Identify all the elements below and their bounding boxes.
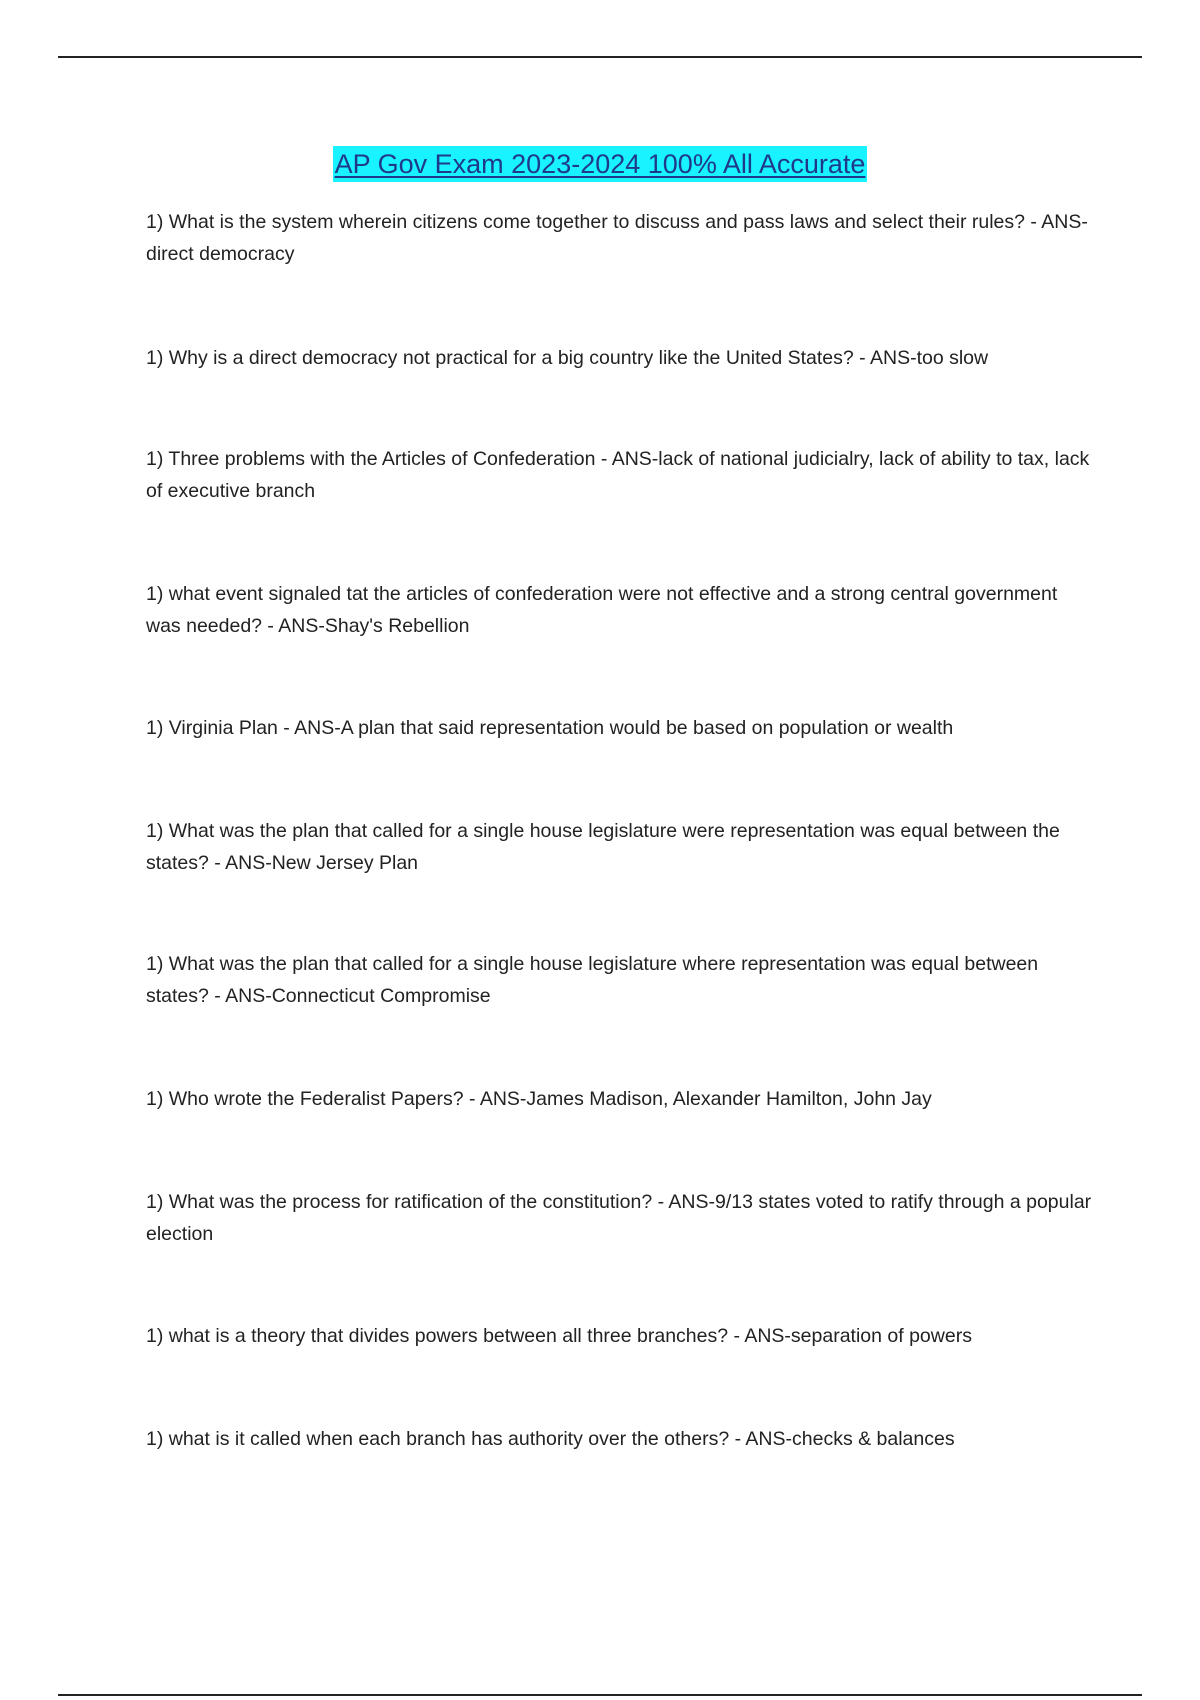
title-container [0, 146, 1200, 182]
qa-item: 1) Three problems with the Articles of Confederation - ANS-lack of national judicialry, lack of ability to tax, lack of executive branch [146, 448, 1090, 502]
qa-item: 1) What was the process for ratification of the constitution? - ANS-9/13 states voted to ratify through a popular election [146, 1191, 1092, 1245]
qa-item: 1) Why is a direct democracy not practical for a big country like the United States? - ANS-too slow [146, 347, 989, 369]
qa-item: 1) Virginia Plan - ANS-A plan that said representation would be based on population or wealth [146, 717, 954, 739]
qa-item: 1) Who wrote the Federalist Papers? - ANS-James Madison, Alexander Hamilton, John Jay [146, 1088, 932, 1110]
qa-item: 1) What was the plan that called for a single house legislature were representation was equal between the states? - ANS-New Jersey Plan [146, 820, 1060, 874]
document-title: AP Gov Exam 2023-2024 100% All Accurate [333, 146, 868, 182]
qa-item: 1) What was the plan that called for a single house legislature where representation was equal between states? - ANS-Connecticut Compromise [146, 953, 1039, 1007]
header-rule [58, 56, 1142, 58]
qa-item: 1) what is a theory that divides powers between all three branches? - ANS-separation of powers [146, 1325, 972, 1347]
qa-item: 1) what event signaled tat the articles of confederation were not effective and a strong central government was needed? - ANS-Shay's Rebellion [146, 583, 1058, 637]
qa-item: 1) What is the system wherein citizens come together to discuss and pass laws and select their rules? - ANS-direct democracy [146, 211, 1088, 265]
qa-item: 1) what is it called when each branch has authority over the others? - ANS-checks & balances [146, 1428, 955, 1450]
footer-rule [58, 1694, 1142, 1696]
